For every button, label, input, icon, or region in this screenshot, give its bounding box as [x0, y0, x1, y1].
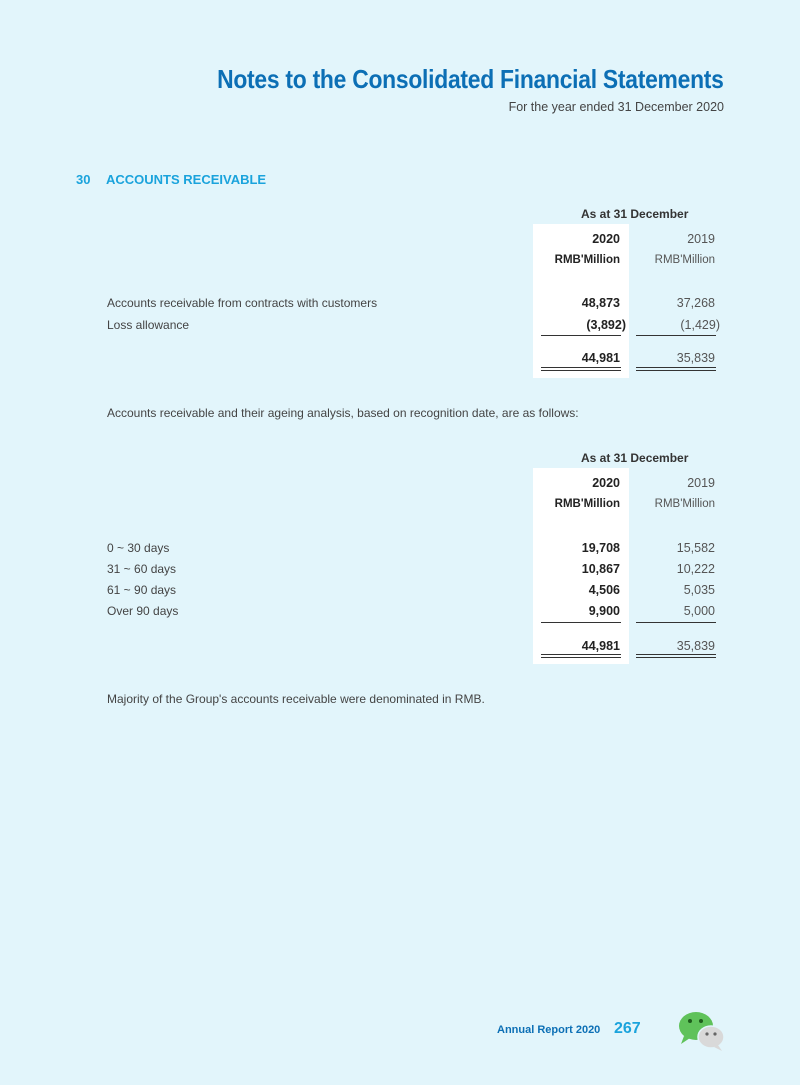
table2-row-value-2020: 4,506	[588, 583, 620, 597]
table2-total-double-rule-2020	[541, 654, 621, 658]
table1-row-value-2020: (3,892)	[586, 318, 626, 332]
table2-row-label: 31 ~ 60 days	[107, 562, 177, 576]
table2-total-2019: 35,839	[676, 639, 715, 653]
table2-row-value-2020: 10,867	[581, 562, 620, 576]
table1-total-double-rule-2020	[541, 367, 621, 371]
table2-row-value-2019: 15,582	[676, 541, 715, 555]
footer-page-number: 267	[614, 1020, 641, 1037]
section-title: ACCOUNTS RECEIVABLE	[106, 172, 267, 187]
table2-row-value-2019: 5,000	[683, 604, 715, 618]
table2-row-value-2020: 9,900	[588, 604, 620, 618]
table1-total-double-rule-2019	[636, 367, 716, 371]
table1-col-2020-year: 2020	[592, 232, 620, 246]
table2-row-value-2019: 5,035	[683, 583, 715, 597]
table1-row-value-2020: 48,873	[581, 296, 620, 310]
table2-row-value-2020: 19,708	[581, 541, 620, 555]
table2-subtotal-rule-2019	[636, 622, 716, 623]
section-heading	[76, 172, 266, 187]
table1-row-label: Accounts receivable from contracts with customers	[107, 296, 378, 310]
table1-group-header: As at 31 December	[581, 207, 689, 221]
closing-note: Majority of the Group's accounts receivable were denominated in RMB.	[107, 692, 485, 706]
table1-col-2020-unit: RMB'Million	[554, 254, 620, 266]
table1-total-2020: 44,981	[581, 351, 620, 365]
table1-row-value-2019: 37,268	[676, 296, 715, 310]
table2-total-double-rule-2019	[636, 654, 716, 658]
table2-row-label: 61 ~ 90 days	[107, 583, 177, 597]
table1-row-label: Loss allowance	[107, 318, 190, 332]
table1-subtotal-rule-2020	[541, 335, 621, 336]
table2-col-2020-unit: RMB'Million	[554, 498, 620, 510]
table2-col-2019-unit: RMB'Million	[654, 498, 715, 510]
table2-row-value-2019: 10,222	[676, 562, 715, 576]
table1-total-2019: 35,839	[676, 351, 715, 365]
table2-subtotal-rule-2020	[541, 622, 621, 623]
page-subtitle: For the year ended 31 December 2020	[508, 100, 724, 114]
table1-subtotal-rule-2019	[636, 335, 716, 336]
footer-report-label: Annual Report 2020	[497, 1024, 601, 1036]
table2-col-2020-year: 2020	[592, 476, 620, 490]
table2-row-label: 0 ~ 30 days	[107, 541, 170, 555]
table2-total-2020: 44,981	[581, 639, 620, 653]
section-number: 30	[76, 172, 91, 187]
table2-row-label: Over 90 days	[107, 604, 179, 618]
table2-group-header: As at 31 December	[581, 451, 689, 465]
table1-col-2019-unit: RMB'Million	[654, 254, 715, 266]
wechat-logo-icon	[676, 1010, 726, 1052]
table1-row-value-2019: (1,429)	[680, 318, 720, 332]
table2-col-2019-year: 2019	[687, 476, 715, 490]
ageing-intro-text: Accounts receivable and their ageing analysis, based on recognition date, are as follows:	[107, 406, 579, 420]
page-title: Notes to the Consolidated Financial Statements	[217, 64, 724, 94]
table1-col-2019-year: 2019	[687, 232, 715, 246]
